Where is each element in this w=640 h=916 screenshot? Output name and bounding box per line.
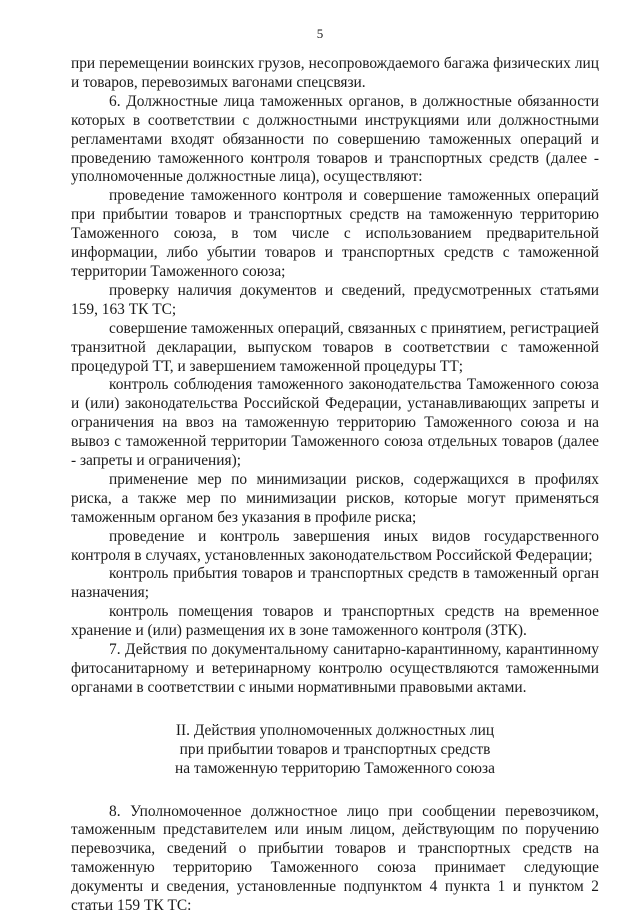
paragraph: контроль соблюдения таможенного законодательства Таможенного союза и (или) законодательства Российской Федерации, устанавливающих запреты и ограничения на ввоз на таможенную территорию Таможенного союза и на вывоз с таможенной территории Таможенного союза отдельных товаров (далее - запреты и ограничения); [71,376,599,470]
paragraph: 6. Должностные лица таможенных органов, в должностные обязанности которых в соответствии с должностными инструкциями или должностными регламентами входят обязанности по совершению таможенных операций и проведению таможенного контроля товаров и транспортных средств (далее - уполномоченные должностные лица), осуществляют: [71,92,599,186]
section-heading-line-3: на таможенную территорию Таможенного союза [175,759,495,777]
paragraph: при перемещении воинских грузов, несопровождаемого багажа физических лиц и товаров, перевозимых вагонами спецсвязи. [71,55,599,91]
paragraph-group-bottom [71,803,599,916]
section-heading [71,722,599,779]
paragraph: контроль прибытия товаров и транспортных средств в таможенный орган назначения; [71,565,599,602]
paragraph: применение мер по минимизации рисков, содержащихся в профилях риска, а также мер по минимизации рисков, которые могут применяться таможенным органом без указания в профиле риска; [71,470,599,526]
paragraph: 7. Действия по документальному санитарно-карантинному, карантинному фитосанитарному и ветеринарному контролю осуществляются таможенными органами в соответствии с иными нормативными правовыми актами. [71,641,599,696]
section-heading-line-1: II. Действия уполномоченных должностных лиц [175,721,495,739]
paragraph-group-top [71,55,599,698]
document-body [71,55,599,916]
section-heading-line-2: при прибытии товаров и транспортных средств [179,740,491,758]
paragraph: контроль помещения товаров и транспортных средств на временное хранение и (или) размещения их в зоне таможенного контроля (ЗТК). [71,603,599,640]
paragraph: проведение и контроль завершения иных видов государственного контроля в случаях, установленных законодательством Российской Федерации; [71,527,599,564]
paragraph: совершение таможенных операций, связанных с принятием, регистрацией транзитной декларации, выпуском товаров в соответствии с таможенной процедурой ТТ, и завершением таможенной процедуры ТТ; [71,319,599,375]
page-number: 5 [316,26,324,41]
paragraph: проведение таможенного контроля и совершение таможенных операций при прибытии товаров и транспортных средств на таможенную территорию Таможенного союза, в том числе с использованием предварительной информации, либо убытии товаров и транспортных средств с таможенной территории Таможенного союза; [71,187,599,280]
paragraph: 8. Уполномоченное должностное лицо при сообщении перевозчиком, таможенным представителем или иным лицом, действующим по поручению перевозчика, сведений о прибытии товаров и транспортных средств на таможенную территорию Таможенного союза принимает следующие документы и сведения, установленные подпунктом 4 пункта 1 и пунктом 2 статьи 159 ТК ТС: [71,802,599,915]
paragraph: проверку наличия документов и сведений, предусмотренных статьями 159, 163 ТК ТС; [71,281,599,318]
